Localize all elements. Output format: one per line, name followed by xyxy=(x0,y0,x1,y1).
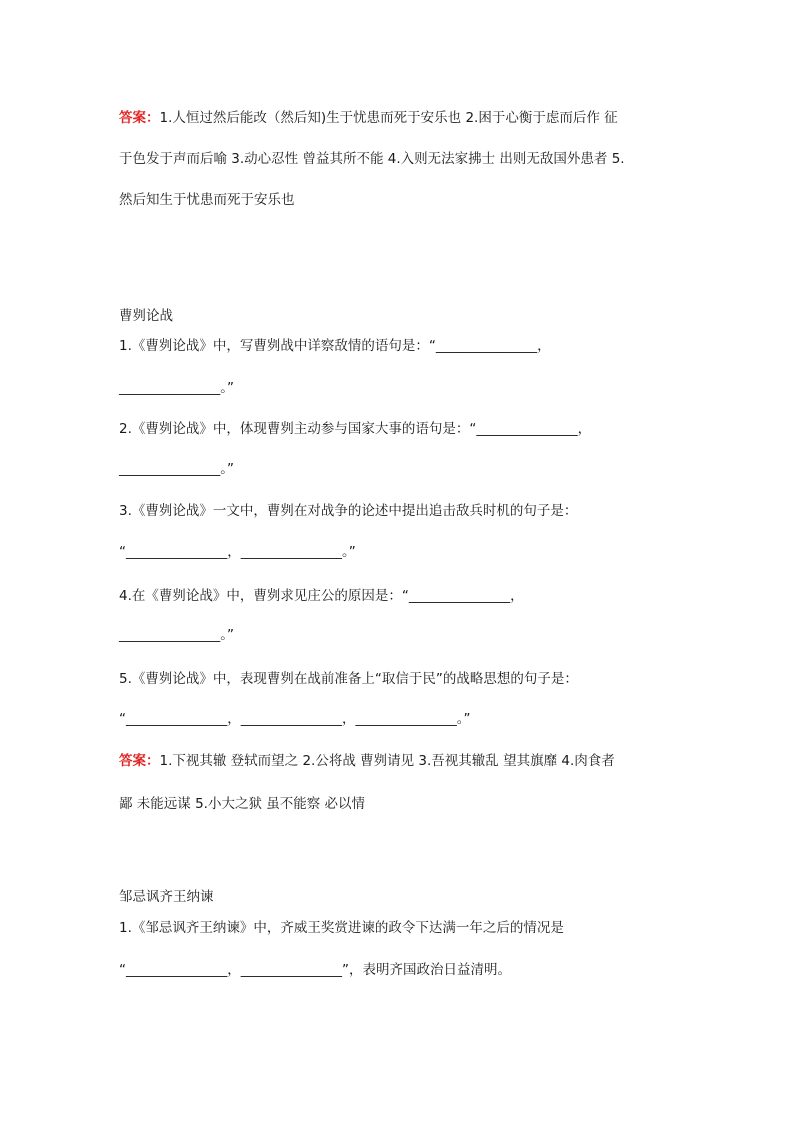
question-line: 4.在《曹刿论战》中，曹刿求见庄公的原因是：“_______________， xyxy=(119,588,524,604)
question-line: 1.《邹忌讽齐王纳谏》中，齐威王奖赏进谏的政令下达满一年之后的情况是 xyxy=(119,920,564,936)
question-line: “_______________，_______________。” xyxy=(119,544,356,560)
answer-label: 答案： xyxy=(119,753,160,769)
section-title: 邹忌讽齐王纳谏 xyxy=(119,889,214,905)
question-line: _______________。” xyxy=(119,461,234,477)
question-line: _______________。” xyxy=(119,627,234,643)
answer-text: 1.下视其辙 登轼而望之 2.公将战 曹刿请见 3.吾视其辙乱 望其旗靡 4.肉食者 xyxy=(159,753,615,769)
question-line: 1.《曹刿论战》中，写曹刿战中详察敌情的语句是：“_______________， xyxy=(119,338,551,354)
answer-line xyxy=(119,752,615,770)
question-line: 2.《曹刿论战》中，体现曹刿主动参与国家大事的语句是：“_______________， xyxy=(119,421,592,437)
answer-label: 答案： xyxy=(119,110,160,126)
question-line: 3.《曹刿论战》一文中，曹刿在对战争的论述中提出追击敌兵时机的句子是： xyxy=(119,503,578,519)
answer-line: 然后知生于忧患而死于安乐也 xyxy=(119,192,295,208)
question-line: _______________。” xyxy=(119,380,234,396)
answer-line xyxy=(119,109,618,127)
question-line: “_______________，_______________”，表明齐国政治日益清明。 xyxy=(119,962,511,978)
answer-line: 鄙 未能远谋 5.小大之狱 虽不能察 必以情 xyxy=(119,796,366,812)
answer-line: 于色发于声而后喻 3.动心忍性 曾益其所不能 4.入则无法家拂士 出则无敌国外患者 5. xyxy=(119,151,625,167)
question-line: “_______________，_______________，_______________。” xyxy=(119,711,471,727)
section-title: 曹刿论战 xyxy=(119,308,173,324)
answer-text: 1.人恒过然后能改（然后知)生于忧患而死于安乐也 2.困于心衡于虑而后作 征 xyxy=(159,110,618,126)
question-line: 5.《曹刿论战》中，表现曹刿在战前准备上“取信于民”的战略思想的句子是： xyxy=(119,671,578,687)
